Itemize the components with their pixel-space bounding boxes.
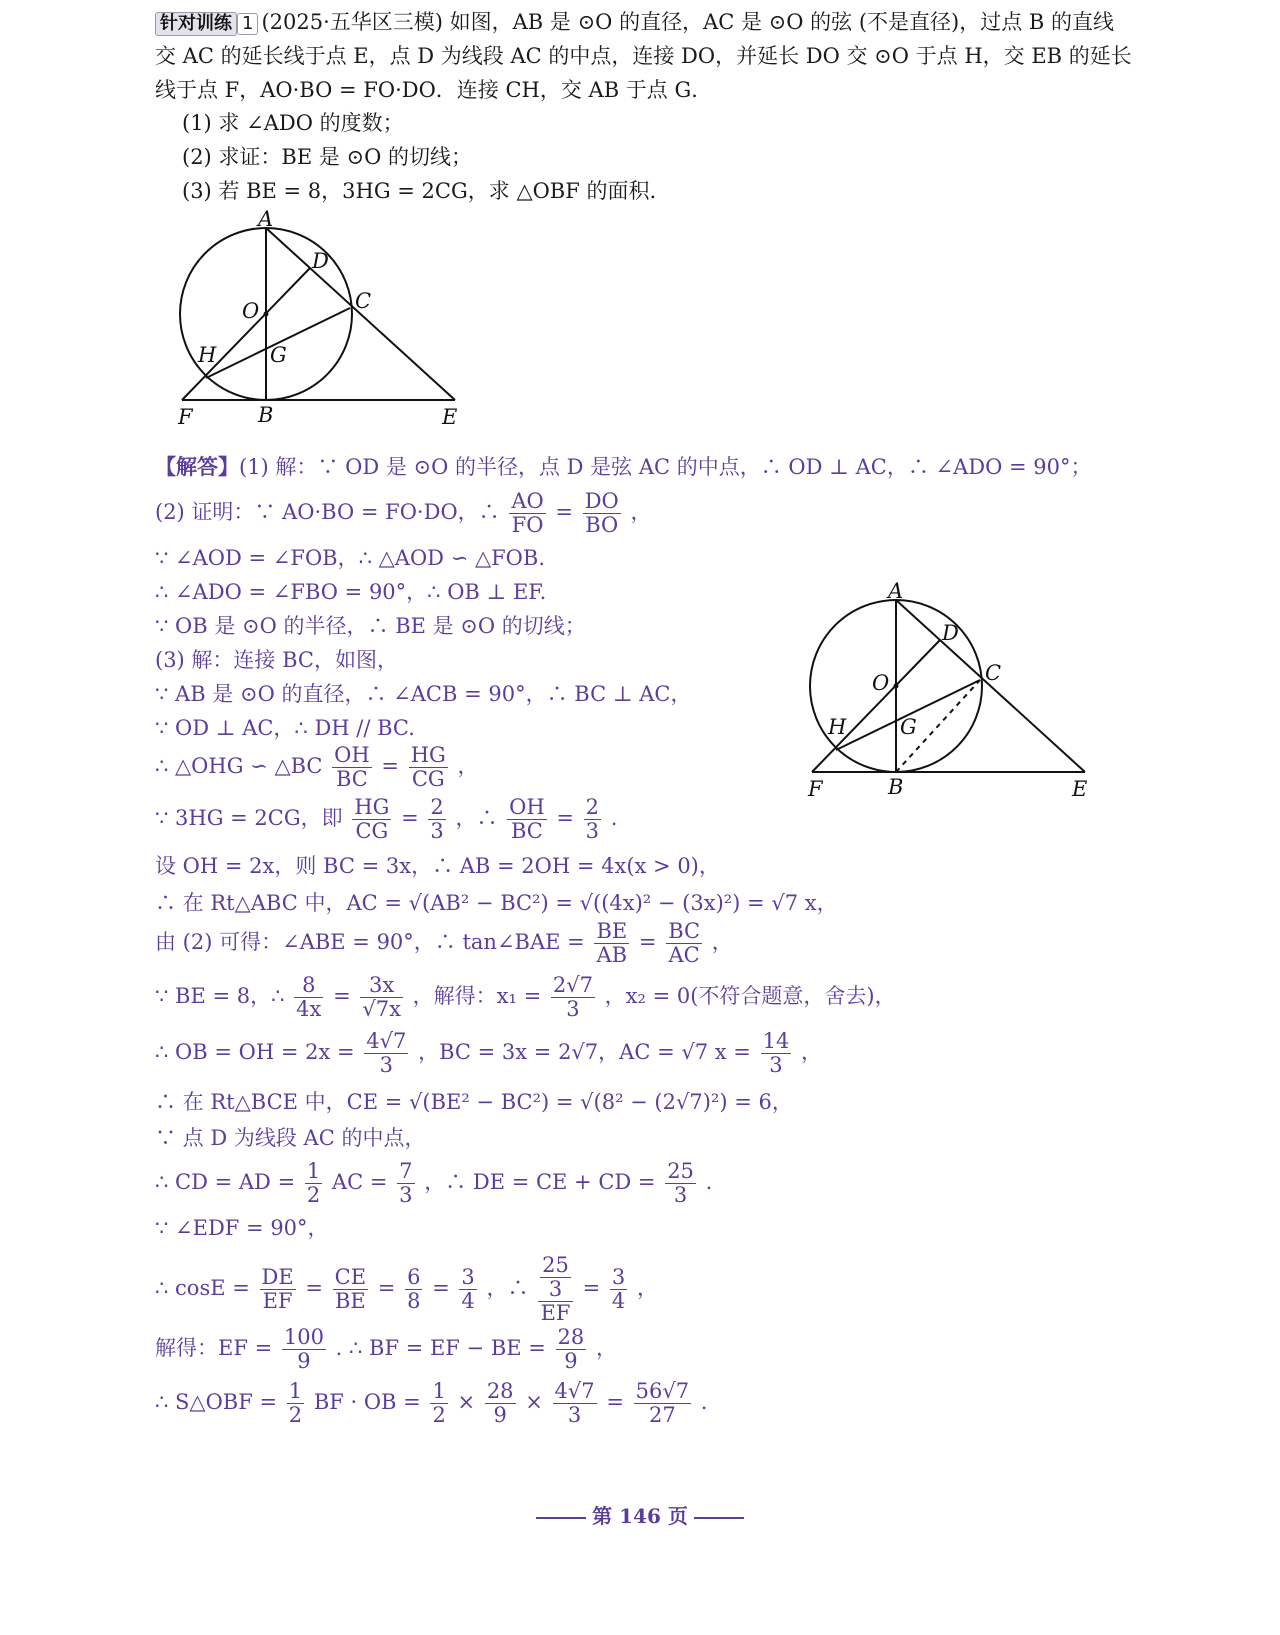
figure-problem — [170, 210, 490, 449]
fraction: $\frac{OH}{BC}$ — [509, 795, 545, 844]
fraction: $\frac{100}{9}$ — [283, 1325, 324, 1374]
solution-line-20: ∴ cosE = $\frac{DE}{EF}$ = $\frac{CE}{BE}$ = $\frac{6}{8}$ = $\frac{3}{4}$ ，∴ $\frac{\frac{25}{3}}{EF}$ = $\frac{3}{4}$ ， — [155, 1253, 658, 1326]
practice-number: 1 — [237, 13, 258, 35]
compound-fraction: $\frac{\frac{25}{3}}{EF}$ — [538, 1254, 573, 1325]
solution-line-10: ∵ 3HG = 2CG，即 $\frac{HG}{CG}$ = $\frac{2}{3}$ ，∴ $\frac{OH}{BC}$ = $\frac{2}{3}$ . — [155, 795, 618, 844]
practice-tag: 针对训练 — [155, 12, 237, 36]
fraction: $\frac{3x}{√7x}$ — [362, 973, 401, 1022]
segment-fd — [182, 268, 310, 400]
fraction: $\frac{HG}{CG}$ — [410, 743, 446, 792]
fraction: $\frac{BC}{AC}$ — [668, 919, 701, 968]
question-1: (1) 求 ∠ADO 的度数； — [182, 111, 404, 135]
solution-line-21: 解得：EF = $\frac{100}{9}$ . ∴ BF = EF − BE = $\frac{28}{9}$ ， — [155, 1325, 617, 1374]
page-footer — [0, 1500, 1280, 1529]
fraction: $\frac{AO}{FO}$ — [511, 489, 544, 538]
label-b-2: B — [888, 775, 904, 799]
fraction: $\frac{1}{2}$ — [432, 1379, 446, 1428]
solution-line-18: ∴ CD = AD = $\frac{1}{2}$ AC = $\frac{7}{3}$ ，∴ DE = CE + CD = $\frac{25}{3}$ . — [155, 1159, 713, 1208]
label-a: A — [258, 210, 274, 231]
solution-line-15: ∴ OB = OH = 2x = $\frac{4√7}{3}$ ，BC = 3x = 2√7，AC = √7 x = $\frac{14}{3}$ ， — [155, 1029, 822, 1078]
solution-line-2: (2) 证明：∵ AO·BO = FO·DO，∴ $\frac{AO}{FO}$ = $\frac{DO}{BO}$ ， — [155, 489, 652, 538]
segment-fd-2 — [812, 640, 940, 772]
fraction: $\frac{1}{2}$ — [288, 1379, 303, 1428]
problem-line-3: 线于点 F，AO·BO = FO·DO．连接 CH，交 AB 于点 G． — [155, 78, 713, 102]
solution-line-11: 设 OH = 2x，则 BC = 3x，∴ AB = 2OH = 4x(x > 0)， — [155, 854, 720, 878]
label-h: H — [198, 343, 217, 367]
solution-line-4: ∴ ∠ADO = ∠FBO = 90°，∴ OB ⊥ EF. — [155, 580, 547, 604]
solution-line-8: ∵ OD ⊥ AC，∴ DH // BC. — [155, 716, 415, 740]
label-b: B — [258, 403, 274, 427]
center-dot-2 — [894, 684, 899, 689]
fraction: $\frac{4√7}{3}$ — [554, 1379, 595, 1428]
footer-dash-right — [694, 1517, 744, 1519]
solution-line-7: ∵ AB 是 ⊙O 的直径，∴ ∠ACB = 90°，∴ BC ⊥ AC， — [155, 682, 692, 706]
fraction: $\frac{7}{3}$ — [399, 1159, 413, 1208]
label-o-2: O — [872, 671, 890, 695]
fraction: $\frac{25}{3}$ — [667, 1159, 694, 1208]
solution-line-14: ∵ BE = 8，∴ $\frac{8}{4x}$ = $\frac{3x}{√7x}$ ，解得：x₁ = $\frac{2√7}{3}$ ，x₂ = 0(不符合题意，舍去)， — [155, 973, 896, 1022]
label-d: D — [312, 249, 329, 273]
fraction: $\frac{2√7}{3}$ — [552, 973, 593, 1022]
label-d-2: D — [942, 621, 959, 645]
fraction: $\frac{HG}{CG}$ — [354, 795, 390, 844]
footer-dash-left — [536, 1517, 586, 1519]
label-c-2: C — [985, 661, 1002, 685]
geometry-figure-2 — [800, 582, 1120, 817]
fraction: $\frac{OH}{BC}$ — [334, 743, 370, 792]
fraction: $\frac{2}{3}$ — [430, 795, 444, 844]
label-f-2: F — [808, 777, 823, 801]
fraction: $\frac{28}{9}$ — [486, 1379, 514, 1428]
solution-line-19: ∵ ∠EDF = 90°， — [155, 1216, 329, 1240]
label-c: C — [355, 289, 372, 313]
solution-line-12: ∴ 在 Rt△ABC 中，AC = √(AB² − BC²) = √((4x)² − (3x)²) = √7 x， — [155, 891, 838, 915]
label-e-2: E — [1072, 777, 1088, 801]
fraction: $\frac{1}{2}$ — [306, 1159, 321, 1208]
solution-line-1: 【解答】(1) 解：∵ OD 是 ⊙O 的半径，点 D 是弦 AC 的中点，∴ OD ⊥ AC，∴ ∠ADO = 90°； — [155, 454, 1092, 479]
fraction: $\frac{BE}{AB}$ — [596, 919, 628, 968]
center-dot — [264, 312, 269, 317]
fraction: $\frac{6}{8}$ — [407, 1265, 421, 1314]
label-h-2: H — [828, 715, 847, 739]
fraction: $\frac{CE}{BE}$ — [334, 1265, 367, 1314]
problem-line-1: 针对训练 1 (2025·五华区三模) 如图，AB 是 ⊙O 的直径，AC 是 ⊙O 的弦 (不是直径)，过点 B 的直线 — [155, 12, 1114, 36]
question-2: (2) 求证：BE 是 ⊙O 的切线； — [182, 145, 473, 169]
question-3: (3) 若 BE = 8，3HG = 2CG，求 △OBF 的面积. — [182, 179, 657, 203]
problem-line-2: 交 AC 的延长线于点 E，点 D 为线段 AC 的中点，连接 DO，并延长 DO 交 ⊙O 于点 H，交 EB 的延长 — [155, 44, 1132, 68]
solution-line-6: (3) 解：连接 BC，如图， — [155, 648, 398, 672]
segment-ae-2 — [896, 600, 1085, 772]
fraction: $\frac{3}{4}$ — [611, 1265, 626, 1314]
fraction: $\frac{56√7}{27}$ — [635, 1379, 690, 1428]
solution-line-5: ∵ OB 是 ⊙O 的半径，∴ BE 是 ⊙O 的切线； — [155, 614, 586, 638]
fraction: $\frac{14}{3}$ — [762, 1029, 790, 1078]
label-f: F — [178, 405, 193, 429]
label-o: O — [242, 299, 260, 323]
fraction: $\frac{28}{9}$ — [557, 1325, 585, 1374]
solution-line-22: ∴ S△OBF = $\frac{1}{2}$ BF · OB = $\frac{1}{2}$ × $\frac{28}{9}$ × $\frac{4√7}{3}$ = $\frac{56√7}{27}$ . — [155, 1379, 708, 1428]
label-g-2: G — [900, 715, 917, 739]
solution-line-13: 由 (2) 可得：∠ABE = 90°，∴ tan∠BAE = $\frac{BE}{AB}$ = $\frac{BC}{AC}$ ， — [155, 919, 733, 968]
fraction: $\frac{DE}{EF}$ — [261, 1265, 294, 1314]
fraction: $\frac{4√7}{3}$ — [366, 1029, 407, 1078]
label-e: E — [442, 405, 458, 429]
figure-solution — [800, 582, 1120, 821]
label-a-2: A — [888, 582, 904, 603]
fraction: $\frac{3}{4}$ — [461, 1265, 475, 1314]
fraction: $\frac{DO}{BO}$ — [584, 489, 619, 538]
geometry-figure-1 — [170, 210, 490, 445]
solution-line-9: ∴ △OHG ∽ △BC $\frac{OH}{BC}$ = $\frac{HG}{CG}$ ， — [155, 743, 479, 792]
solution-line-16: ∴ 在 Rt△BCE 中，CE = √(BE² − BC²) = √(8² − (2√7)²) = 6， — [155, 1090, 793, 1114]
solution-header: 【解答】 — [155, 454, 239, 479]
solution-line-17: ∵ 点 D 为线段 AC 的中点， — [155, 1126, 426, 1150]
segment-ae — [266, 228, 455, 400]
label-g: G — [270, 343, 287, 367]
solution-line-3: ∵ ∠AOD = ∠FOB，∴ △AOD ∽ △FOB. — [155, 546, 546, 570]
fraction: $\frac{2}{3}$ — [585, 795, 600, 844]
fraction: $\frac{8}{4x}$ — [296, 973, 322, 1022]
page-number: 第 146 页 — [592, 1504, 688, 1528]
